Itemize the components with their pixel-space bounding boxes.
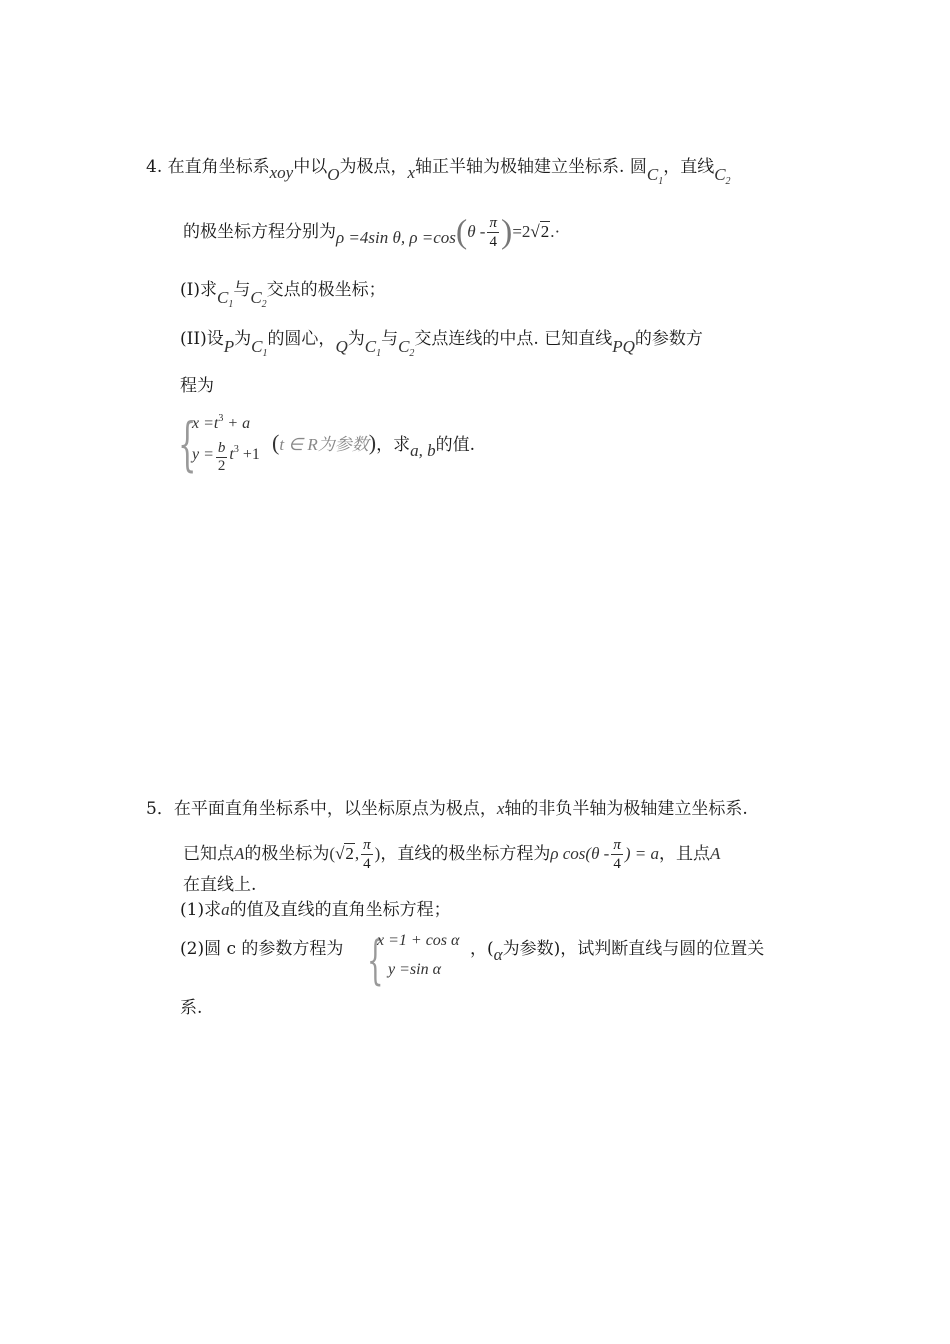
problem-5-line-1: 5．在平面直角坐标系中，以坐标原点为极点，x轴的非负半轴为极轴建立坐标系. — [146, 799, 748, 819]
pi-over-4-fraction: $\frac{\pi}{4}$ — [489, 215, 497, 250]
problem-4-param-note: (t ∈ R为参数)，求a, b的值. — [272, 430, 475, 460]
pi-over-4-fraction: $\frac{\pi}{4}$ — [363, 837, 371, 872]
left-brace-2: { — [367, 931, 384, 991]
problem-5-line-2: 已知点A的极坐标为(√2, $\frac{\pi}{4}$ )，直线的极坐标方程为ρ cos(θ - $\frac{\pi}{4}$ ) = a，且点A — [183, 837, 721, 872]
problem-4-line-1: 4. 在直角坐标系xoy中以O为极点，x轴正半轴为极轴建立坐标系. 圆$C_1$，直线$C_2$ — [146, 157, 731, 187]
pi-over-4-fraction-2: $\frac{\pi}{4}$ — [613, 837, 621, 872]
problem-5-part-1: (1)求a的值及直线的直角坐标方程； — [180, 900, 451, 920]
problem-4-line-2: 的极坐标方程分别为ρ =4sin θ, ρ =cos(θ - $\frac{\pi}{4}$ )=2√2.· — [183, 213, 561, 251]
sqrt-2: √2 — [530, 222, 550, 241]
system-5-row-1: x =1 + cos α — [377, 932, 460, 949]
problem-4-part-2-cont: 程为 — [180, 376, 214, 396]
problem-5-part-2: (2)圆 c 的参数方程为 — [180, 939, 344, 959]
system-row-2: y = $\frac{b}{2}$ $t^3 +1$ — [192, 440, 260, 474]
left-brace: { — [178, 410, 197, 478]
system-row-1: $x =t^3 + a$ — [192, 413, 251, 432]
sqrt-2: √2 — [335, 844, 354, 863]
b-over-2-fraction: $\frac{b}{2}$ — [217, 440, 226, 474]
problem-5-part-2-end: 系. — [180, 998, 203, 1018]
problem-5-line-3: 在直线上. — [183, 875, 257, 895]
problem-4-part-1: (I)求$C_1$与$C_2$交点的极坐标； — [180, 280, 386, 310]
problem-5-part-2-rest: ，(α为参数)，试判断直线与圆的位置关 — [470, 939, 765, 964]
system-5-row-2: y =sin α — [388, 961, 441, 978]
problem-4-part-2: (II)设P为$C_1$的圆心，Q为$C_1$与$C_2$交点连线的中点. 已知直线PQ的参数方 — [180, 329, 703, 359]
